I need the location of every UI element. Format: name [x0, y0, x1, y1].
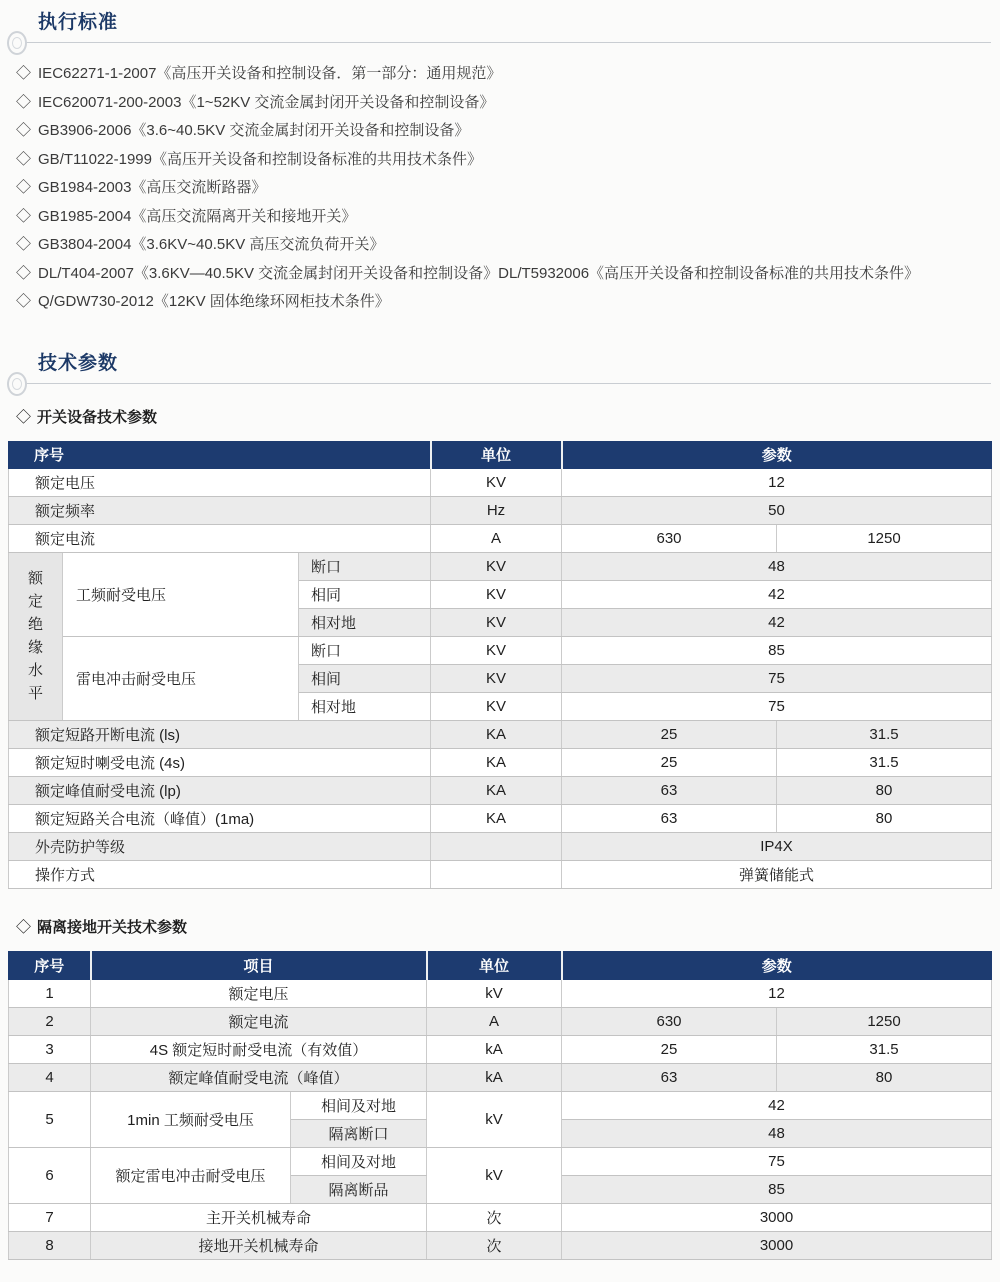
table-row	[9, 1147, 992, 1175]
standard-text: GB3906-2006《3.6~40.5KV 交流金属封闭开关设备和控制设备》	[38, 122, 470, 139]
cell-subgroup-powerfreq: 工频耐受电压	[63, 552, 299, 636]
cell-unit: 次	[427, 1231, 562, 1259]
cell-unit: KV	[431, 692, 562, 720]
table-row	[9, 776, 992, 804]
standard-text: DL/T404-2007《3.6KV—40.5KV 交流金属封闭开关设备和控制设备》DL/T5932006《高压开关设备和控制设备标准的共用技术条件》	[38, 264, 920, 282]
cell-item: 相同	[299, 580, 431, 608]
standard-text: IEC62271-1-2007《高压开关设备和控制设备．第一部分：通用规范》	[38, 65, 502, 82]
cell-item: 额定雷电冲击耐受电压	[91, 1147, 291, 1203]
diamond-bullet-icon: ◇	[16, 65, 32, 82]
list-item	[16, 174, 991, 203]
list-item	[16, 231, 991, 260]
cell-value: 31.5	[777, 748, 992, 776]
table-row	[9, 1035, 992, 1063]
cell-item: 额定短路关合电流（峰值）(1ma)	[9, 804, 431, 832]
table-header-row	[9, 441, 992, 468]
cell-no: 4	[9, 1063, 91, 1091]
cell-item: 主开关机械寿命	[91, 1203, 427, 1231]
table-row	[9, 524, 992, 552]
standard-text: GB/T11022-1999《高压开关设备和控制设备标准的共用技术条件》	[38, 150, 482, 168]
cell-unit: KA	[431, 776, 562, 804]
diamond-bullet-icon: ◇	[16, 264, 32, 282]
ring-icon	[7, 372, 27, 396]
cell-subitem: 相间及对地	[291, 1147, 427, 1175]
subsection-title: 隔离接地开关技术参数	[37, 918, 188, 936]
col-header-unit: 单位	[431, 441, 562, 468]
cell-no: 6	[9, 1147, 91, 1203]
diamond-bullet-icon: ◇	[16, 122, 32, 139]
cell-no: 1	[9, 979, 91, 1007]
diamond-bullet-icon: ◇	[16, 918, 32, 936]
switchgear-params-table	[8, 441, 992, 889]
cell-item: 额定电压	[91, 979, 427, 1007]
table-row	[9, 1007, 992, 1035]
cell-value: 48	[562, 1119, 992, 1147]
standard-text: GB1985-2004《高压交流隔离开关和接地开关》	[38, 207, 357, 225]
cell-item: 额定电流	[91, 1007, 427, 1035]
cell-unit: kA	[427, 1035, 562, 1063]
cell-value: 48	[562, 552, 992, 580]
cell-value: 63	[562, 776, 777, 804]
cell-unit: KA	[431, 804, 562, 832]
col-header-param: 参数	[562, 441, 992, 468]
cell-subitem: 隔离断口	[291, 1119, 427, 1147]
col-header-item: 序号	[9, 441, 431, 468]
cell-unit: kA	[427, 1063, 562, 1091]
cell-value: 42	[562, 580, 992, 608]
diamond-bullet-icon: ◇	[16, 179, 32, 196]
cell-unit: KV	[431, 580, 562, 608]
cell-unit: kV	[427, 1147, 562, 1203]
cell-subitem: 相间及对地	[291, 1091, 427, 1119]
standard-text: GB3804-2004《3.6KV~40.5KV 高压交流负荷开关》	[38, 236, 385, 253]
cell-unit: 次	[427, 1203, 562, 1231]
ring-icon	[7, 31, 27, 55]
list-item	[16, 60, 991, 89]
cell-unit: Hz	[431, 496, 562, 524]
cell-item: 4S 额定短时耐受电流（有效值）	[91, 1035, 427, 1063]
diamond-bullet-icon: ◇	[16, 293, 32, 310]
cell-no: 2	[9, 1007, 91, 1035]
ring-inner-icon	[12, 378, 22, 390]
diamond-bullet-icon: ◇	[16, 93, 32, 111]
cell-subgroup-lightning: 雷电冲击耐受电压	[63, 636, 299, 720]
table-row	[9, 832, 992, 860]
cell-value: 1250	[777, 1007, 992, 1035]
cell-value: 85	[562, 636, 992, 664]
cell-item: 额定电流	[9, 524, 431, 552]
cell-unit: kV	[427, 1091, 562, 1147]
cell-item: 1min 工频耐受电压	[91, 1091, 291, 1147]
cell-value: 12	[562, 979, 992, 1007]
table-row	[9, 720, 992, 748]
cell-value: 80	[777, 804, 992, 832]
cell-value: 63	[562, 1063, 777, 1091]
cell-item: 额定频率	[9, 496, 431, 524]
table-header-row	[9, 951, 992, 979]
cell-value: 弹簧储能式	[562, 860, 992, 888]
cell-item: 断口	[299, 636, 431, 664]
cell-unit: KA	[431, 720, 562, 748]
section-title-standards: 执行标准	[38, 12, 119, 33]
cell-item: 接地开关机械寿命	[91, 1231, 427, 1259]
table-row	[9, 1063, 992, 1091]
isolator-params-table	[8, 951, 992, 1260]
cell-item: 额定峰值耐受电流（峰值）	[91, 1063, 427, 1091]
cell-value: 50	[562, 496, 992, 524]
standard-text: Q/GDW730-2012《12KV 固体绝缘环网柜技术条件》	[38, 293, 390, 310]
table-row	[9, 1203, 992, 1231]
cell-unit	[431, 832, 562, 860]
cell-unit: KA	[431, 748, 562, 776]
col-header-param: 参数	[562, 951, 992, 979]
subsection-isolator-params	[8, 916, 991, 937]
cell-value: 25	[562, 1035, 777, 1063]
table-row	[9, 860, 992, 888]
cell-group-insulation: 额定绝缘水平	[9, 552, 63, 720]
cell-unit: KV	[431, 636, 562, 664]
cell-unit: KV	[431, 608, 562, 636]
cell-unit: kV	[427, 979, 562, 1007]
section-divider	[8, 383, 991, 384]
cell-value: 630	[562, 1007, 777, 1035]
section-title-tech: 技术参数	[38, 352, 119, 374]
cell-value: 75	[562, 664, 992, 692]
cell-no: 5	[9, 1091, 91, 1147]
standard-text: GB1984-2003《高压交流断路器》	[38, 179, 267, 196]
cell-value: 42	[562, 608, 992, 636]
cell-value: 31.5	[777, 1035, 992, 1063]
cell-no: 8	[9, 1231, 91, 1259]
cell-value: 63	[562, 804, 777, 832]
cell-subitem: 隔离断品	[291, 1175, 427, 1203]
table-row	[9, 496, 992, 524]
table-row	[9, 748, 992, 776]
table-row	[9, 804, 992, 832]
cell-unit: KV	[431, 468, 562, 496]
cell-item: 额定电压	[9, 468, 431, 496]
col-header-item: 项目	[91, 951, 427, 979]
cell-item: 相间	[299, 664, 431, 692]
list-item	[16, 89, 991, 118]
cell-value: 80	[777, 776, 992, 804]
col-header-unit: 单位	[427, 951, 562, 979]
cell-unit	[431, 860, 562, 888]
table-row	[9, 979, 992, 1007]
section-standards-header	[8, 10, 991, 43]
cell-unit: KV	[431, 664, 562, 692]
ring-inner-icon	[12, 37, 22, 49]
cell-value: 25	[562, 720, 777, 748]
standards-list	[8, 60, 991, 317]
cell-value: 75	[562, 692, 992, 720]
cell-no: 7	[9, 1203, 91, 1231]
table-row	[9, 1091, 992, 1119]
diamond-bullet-icon: ◇	[16, 408, 32, 426]
list-item	[16, 117, 991, 146]
cell-item: 相对地	[299, 608, 431, 636]
cell-value: 1250	[777, 524, 992, 552]
cell-value: 3000	[562, 1203, 992, 1231]
cell-unit: A	[427, 1007, 562, 1035]
cell-value: IP4X	[562, 832, 992, 860]
cell-no: 3	[9, 1035, 91, 1063]
section-tech-header	[8, 351, 991, 384]
cell-item: 断口	[299, 552, 431, 580]
list-item	[16, 260, 991, 289]
diamond-bullet-icon: ◇	[16, 207, 32, 225]
cell-item: 外壳防护等级	[9, 832, 431, 860]
cell-value: 42	[562, 1091, 992, 1119]
cell-value: 12	[562, 468, 992, 496]
cell-unit: A	[431, 524, 562, 552]
cell-value: 75	[562, 1147, 992, 1175]
cell-value: 25	[562, 748, 777, 776]
cell-value: 85	[562, 1175, 992, 1203]
subsection-switchgear-params	[8, 406, 991, 427]
cell-item: 额定峰值耐受电流 (lp)	[9, 776, 431, 804]
section-divider	[8, 42, 991, 43]
cell-item: 额定短时喇受电流 (4s)	[9, 748, 431, 776]
cell-value: 3000	[562, 1231, 992, 1259]
diamond-bullet-icon: ◇	[16, 236, 32, 253]
table-row	[9, 1231, 992, 1259]
list-item	[16, 146, 991, 175]
cell-value: 630	[562, 524, 777, 552]
table-row	[9, 636, 992, 664]
cell-item: 额定短路开断电流 (ls)	[9, 720, 431, 748]
standard-text: IEC620071-200-2003《1~52KV 交流金属封闭开关设备和控制设备》	[38, 93, 495, 111]
list-item	[16, 203, 991, 232]
cell-item: 相对地	[299, 692, 431, 720]
table-row	[9, 468, 992, 496]
list-item	[16, 288, 991, 317]
cell-value: 80	[777, 1063, 992, 1091]
subsection-title: 开关设备技术参数	[37, 408, 158, 426]
cell-item: 操作方式	[9, 860, 431, 888]
cell-unit: KV	[431, 552, 562, 580]
cell-value: 31.5	[777, 720, 992, 748]
col-header-no: 序号	[9, 951, 91, 979]
diamond-bullet-icon: ◇	[16, 150, 32, 168]
table-row	[9, 552, 992, 580]
